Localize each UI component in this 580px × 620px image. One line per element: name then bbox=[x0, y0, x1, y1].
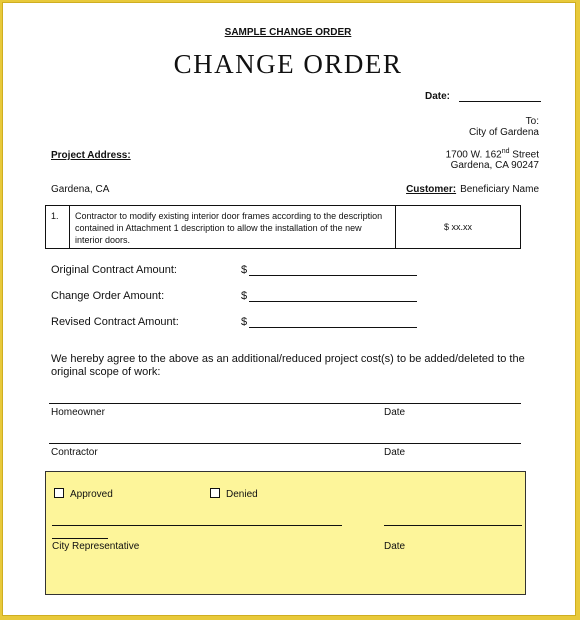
city-rep-date-line[interactable] bbox=[384, 525, 522, 526]
page-title: CHANGE ORDER bbox=[173, 49, 403, 79]
revised-amount-label: Revised Contract Amount: bbox=[51, 316, 179, 328]
denied-checkbox[interactable] bbox=[210, 488, 220, 498]
customer-label: Customer: bbox=[406, 184, 457, 195]
city-rep-date-label: Date bbox=[384, 541, 406, 552]
city-rep-signature-line[interactable] bbox=[52, 525, 342, 526]
contractor-signature-line[interactable] bbox=[49, 443, 521, 444]
homeowner-label: Homeowner bbox=[51, 407, 105, 418]
homeowner-signature-line[interactable] bbox=[49, 403, 521, 404]
project-city: Gardena, CA bbox=[51, 184, 110, 195]
agreement-text: We hereby agree to the above as an additional/reduced project cost(s) to be added/deleted to the original scope of work: bbox=[51, 353, 525, 378]
city-rep-label: City Representative bbox=[52, 541, 140, 552]
contractor-label: Contractor bbox=[51, 447, 98, 458]
denied-option[interactable] bbox=[210, 488, 258, 500]
line-item-table bbox=[45, 205, 521, 249]
item-description: Contractor to modify existing interior door frames according to the description contained in Attachment 1 description to allow the installation of the new interior doors. bbox=[70, 206, 396, 248]
change-order-document bbox=[2, 2, 576, 616]
customer-line bbox=[406, 184, 539, 195]
street-ordinal: nd bbox=[501, 148, 510, 155]
recipient-city-line: Gardena, CA 90247 bbox=[450, 160, 539, 171]
contractor-date-label: Date bbox=[384, 447, 406, 458]
original-amount-currency: $ bbox=[241, 264, 248, 276]
item-amount: $ xx.xx bbox=[443, 222, 472, 232]
project-address-label: Project Address: bbox=[51, 150, 131, 161]
city-approval-box bbox=[45, 471, 526, 595]
original-amount-field[interactable] bbox=[249, 275, 417, 276]
date-field-line[interactable] bbox=[459, 101, 541, 102]
original-amount-label: Original Contract Amount: bbox=[51, 264, 177, 276]
approved-label: Approved bbox=[70, 489, 113, 500]
city-rep-underline bbox=[52, 538, 108, 539]
recipient-street bbox=[446, 148, 539, 160]
change-amount-label: Change Order Amount: bbox=[51, 290, 165, 302]
sample-label: SAMPLE CHANGE ORDER bbox=[224, 27, 352, 38]
change-amount-currency: $ bbox=[241, 290, 248, 302]
denied-label: Denied bbox=[226, 489, 258, 500]
item-number: 1. bbox=[46, 206, 70, 248]
customer-value: Beneficiary Name bbox=[460, 184, 539, 195]
homeowner-date-label: Date bbox=[384, 407, 406, 418]
recipient-name: City of Gardena bbox=[468, 127, 539, 138]
change-amount-field[interactable] bbox=[249, 301, 417, 302]
street-end: Street bbox=[509, 149, 539, 161]
approved-checkbox[interactable] bbox=[54, 488, 64, 498]
approved-option[interactable] bbox=[54, 488, 113, 500]
recipient-to: To: bbox=[525, 116, 539, 127]
date-label: Date: bbox=[425, 91, 451, 102]
revised-amount-field[interactable] bbox=[249, 327, 417, 328]
street-prefix: 1700 W. 162 bbox=[445, 149, 502, 161]
revised-amount-currency: $ bbox=[241, 316, 248, 328]
